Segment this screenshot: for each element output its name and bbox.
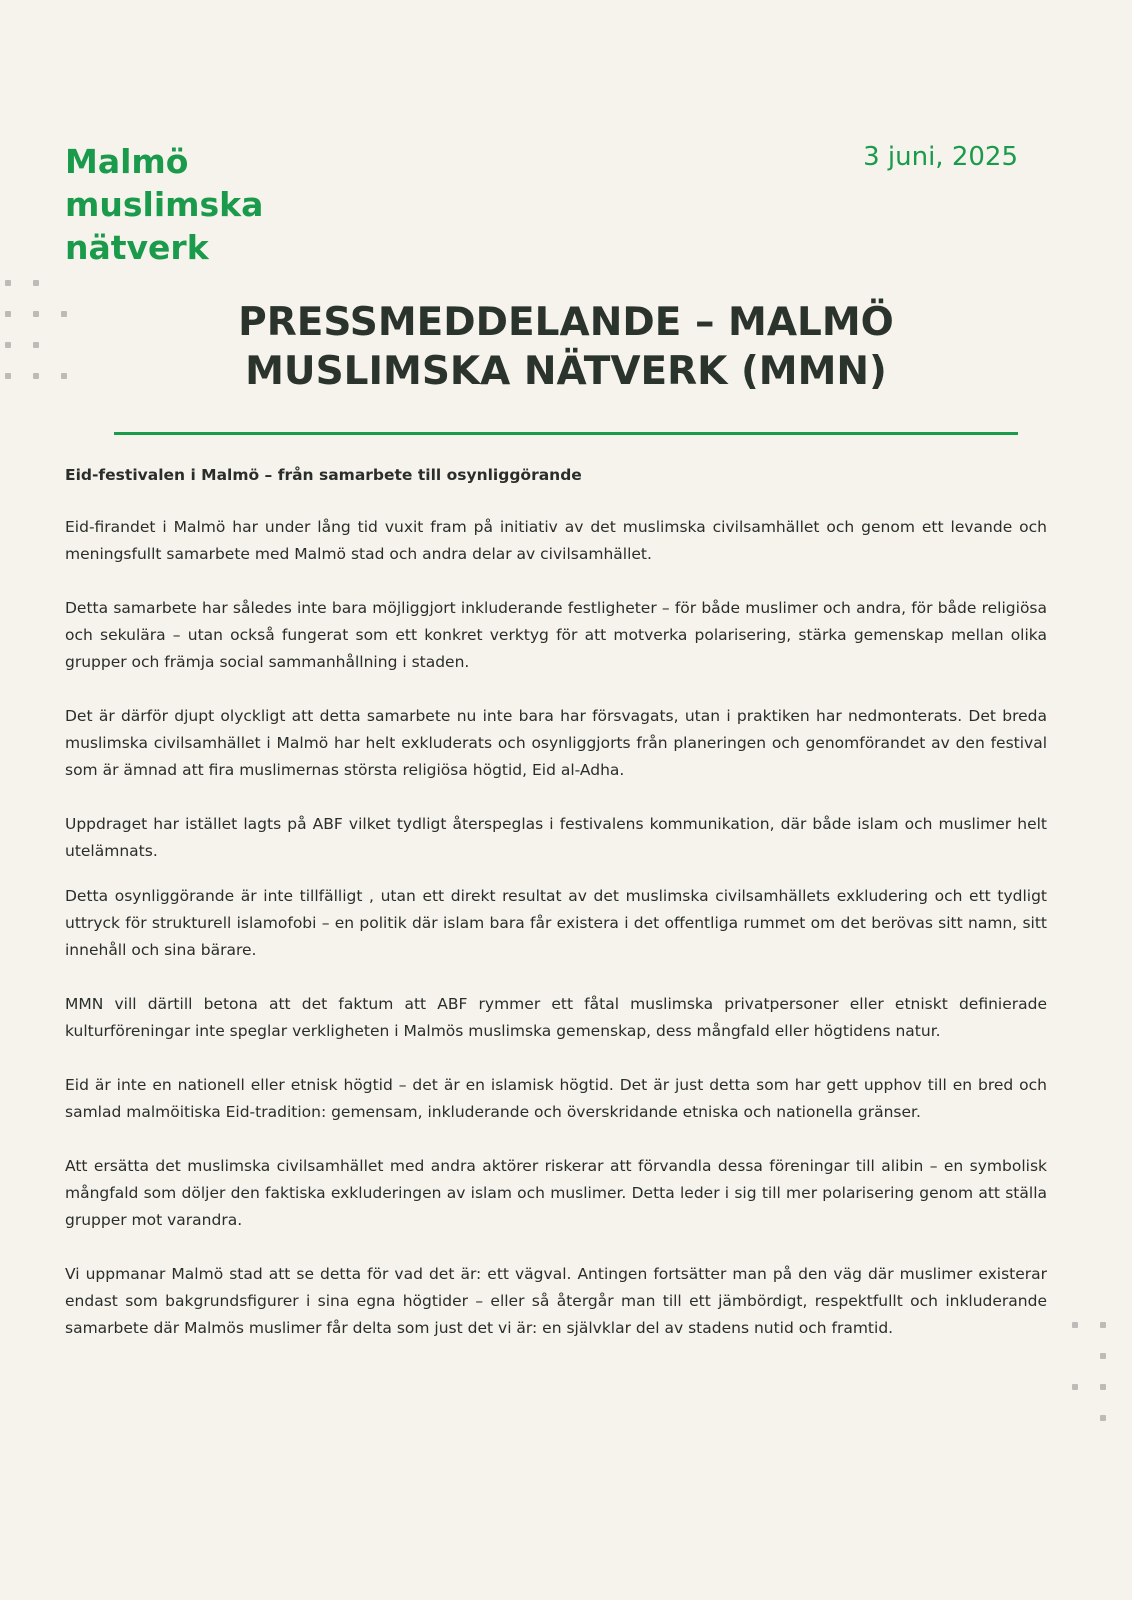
subheading: Eid-festivalen i Malmö – från samarbete till osynliggörande xyxy=(65,466,582,484)
paragraph-5: Detta osynliggörande är inte tillfälligt , utan ett direkt resultat av det muslimska civilsamhällets exkludering och ett tydligt uttryck för strukturell islamofobi – en politik där islam bara får existera i det offentliga rummet om det berövas sitt namn, sitt innehåll och sina bärare. xyxy=(65,887,1047,959)
press-release-date: 3 juni, 2025 xyxy=(863,142,1018,172)
paragraph-9: Vi uppmanar Malmö stad att se detta för vad det är: ett vägval. Antingen fortsätter man på den väg där muslimer existerar endast som bakgrundsfigurer i sina egna högtider – eller så återgår man till ett jämbördigt, respektfullt och inkluderande samarbete där Malmös muslimer får delta som just det vi är: en självklar del av stadens nutid och framtid. xyxy=(65,1265,1047,1337)
dot-grid-right xyxy=(1072,1322,1132,1421)
title-divider xyxy=(114,432,1018,435)
page-title: PRESSMEDDELANDE – MALMÖ MUSLIMSKA NÄTVERK (MMN) xyxy=(238,300,894,394)
paragraph-7: Eid är inte en nationell eller etnisk högtid – det är en islamisk högtid. Det är just detta som har gett upphov till en bred och samlad malmöitiska Eid-tradition: gemensam, inkluderande och överskridande etniska och nationella gränser. xyxy=(65,1076,1047,1121)
dot-grid-left xyxy=(5,280,67,379)
paragraph-3: Det är därför djupt olyckligt att detta samarbete nu inte bara har försvagats, utan i praktiken har nedmonterats. Det breda muslimska civilsamhället i Malmö har helt exkluderats och osynliggjorts från planeringen och genomförandet av den festival som är ämnad att fira muslimernas största religiösa högtid, Eid al-Adha. xyxy=(65,707,1047,779)
organization-name: Malmö muslimska nätverk xyxy=(65,142,264,267)
paragraph-2: Detta samarbete har således inte bara möjliggjort inkluderande festligheter – för både muslimer och andra, för både religiösa och sekulära – utan också fungerat som ett konkret verktyg för att motverka polarisering, stärka gemenskap mellan olika grupper och främja social sammanhållning i staden. xyxy=(65,599,1047,671)
paragraph-6: MMN vill därtill betona att det faktum att ABF rymmer ett fåtal muslimska privatpersoner eller etniskt definierade kulturföreningar inte speglar verkligheten i Malmös muslimska gemenskap, dess mångfald eller högtidens natur. xyxy=(65,995,1047,1040)
press-release-body xyxy=(65,462,1047,1369)
paragraph-4: Uppdraget har istället lagts på ABF vilket tydligt återspeglas i festivalens kommunikation, där både islam och muslimer helt utelämnats. xyxy=(65,815,1047,860)
paragraph-1: Eid-firandet i Malmö har under lång tid vuxit fram på initiativ av det muslimska civilsamhället och genom ett levande och meningsfullt samarbete med Malmö stad och andra delar av civilsamhället. xyxy=(65,518,1047,563)
paragraph-8: Att ersätta det muslimska civilsamhället med andra aktörer riskerar att förvandla dessa föreningar till alibin – en symbolisk mångfald som döljer den faktiska exkluderingen av islam och muslimer. Detta leder i sig till mer polarisering genom att ställa grupper mot varandra. xyxy=(65,1157,1047,1229)
